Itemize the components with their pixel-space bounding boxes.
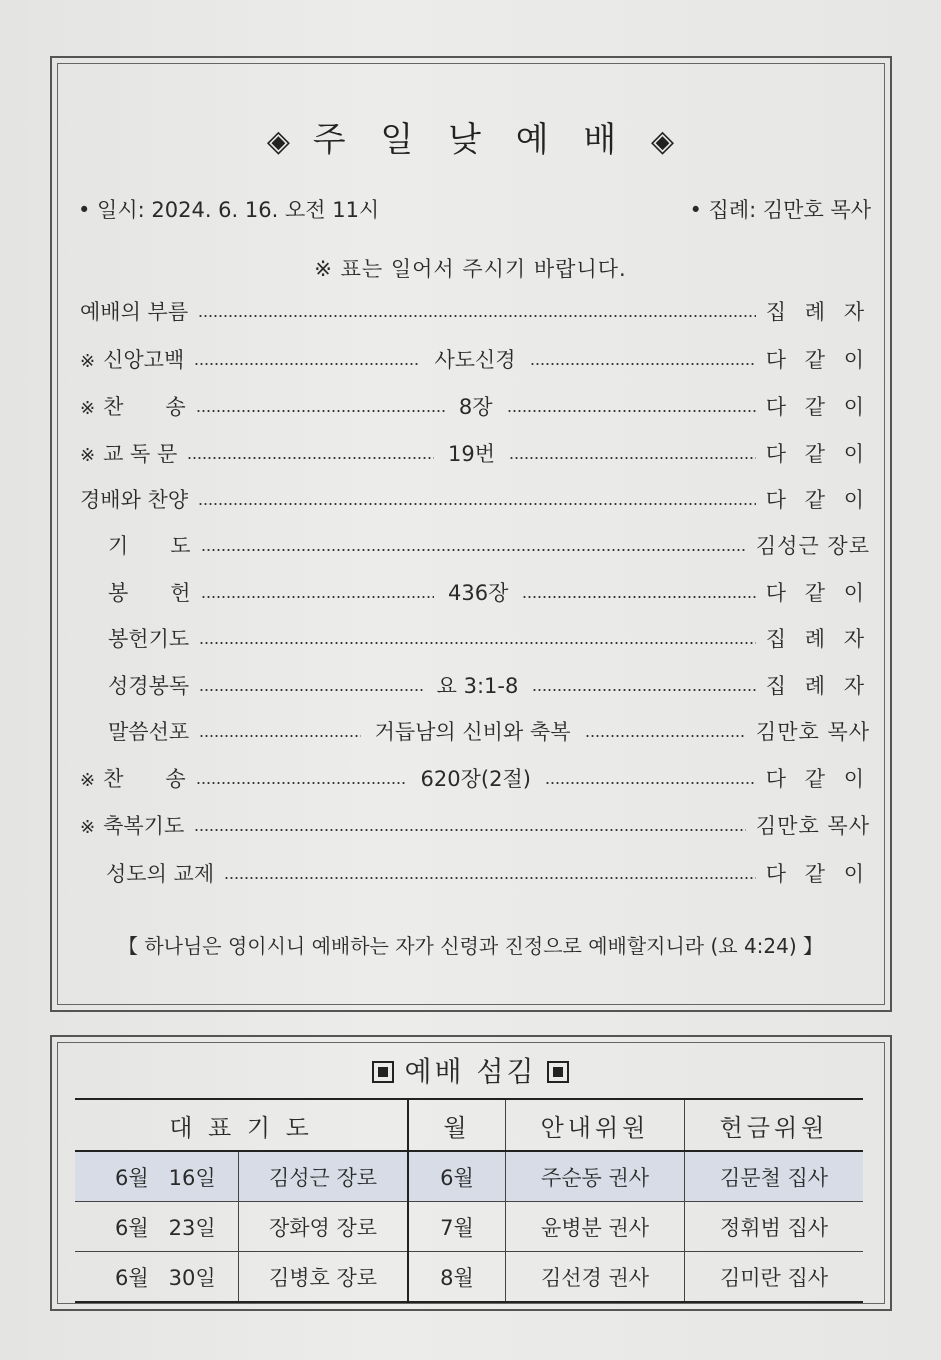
order-item [80, 810, 870, 840]
dot-leader [201, 549, 746, 551]
dot-leader [532, 689, 755, 691]
dot-leader [522, 596, 755, 598]
standing-mark-icon: ※ [80, 351, 96, 372]
diamond-icon: ◈ [266, 124, 290, 159]
order-item-label: 성도의 교제 [106, 862, 215, 886]
order-item-person: 다 같 이 [765, 581, 871, 605]
order-item [80, 484, 870, 514]
order-item-person: 집 례 자 [765, 674, 871, 698]
order-item [108, 670, 870, 700]
order-item-label: ※ 신앙고백 [80, 348, 185, 372]
dot-leader [198, 315, 756, 317]
prayer-date: 6월 16일 [75, 1151, 239, 1202]
order-item [108, 577, 870, 607]
order-item-person: 다 같 이 [765, 488, 870, 512]
prayer-date: 6월 30일 [75, 1252, 239, 1303]
order-item-person: 김만호 목사 [755, 720, 871, 744]
prayer-date: 6월 23일 [75, 1202, 239, 1252]
order-item-label: 기 도 [108, 534, 191, 558]
dot-leader [507, 410, 756, 412]
order-item [80, 391, 870, 421]
dot-leader [199, 689, 422, 691]
offering-steward: 김미란 집사 [685, 1252, 864, 1303]
order-item-person: 집 례 자 [765, 627, 870, 651]
order-item [80, 344, 870, 374]
header-offering: 헌금위원 [685, 1099, 864, 1151]
order-item-person: 집 례 자 [765, 300, 870, 324]
order-item-detail: 요 3:1-8 [436, 674, 519, 698]
order-item-detail: 436장 [448, 581, 509, 605]
order-item-detail: 19번 [448, 442, 496, 466]
square-bullet-icon [547, 1061, 569, 1083]
standing-mark-icon: ※ [80, 817, 96, 838]
dot-leader [194, 829, 746, 831]
header-prayer: 대 표 기 도 [75, 1099, 408, 1151]
prayer-leader: 김성근 장로 [239, 1151, 409, 1202]
diamond-icon: ◈ [651, 124, 675, 159]
dot-leader [199, 642, 756, 644]
order-item [108, 530, 870, 560]
square-bullet-icon [372, 1061, 394, 1083]
prayer-leader: 장화영 장로 [239, 1202, 409, 1252]
service-date: • 일시: 2024. 6. 16. 오전 11시 [78, 198, 380, 222]
dot-leader [585, 735, 746, 737]
order-item-label: 봉헌기도 [108, 627, 190, 651]
order-item-label: 예배의 부름 [80, 300, 189, 324]
standing-mark-icon: ※ [80, 770, 96, 791]
usher: 주순동 권사 [506, 1151, 685, 1202]
usher: 김선경 권사 [506, 1252, 685, 1303]
order-item-label: 성경봉독 [108, 674, 190, 698]
standing-mark-icon: ※ [80, 445, 96, 466]
order-item-person: 다 같 이 [765, 442, 871, 466]
order-item [80, 438, 870, 468]
table-header-row [75, 1099, 863, 1151]
offering-steward: 김문철 집사 [685, 1151, 864, 1202]
order-item [108, 716, 870, 746]
order-item-detail: 사도신경 [434, 348, 516, 372]
offering-steward: 정휘범 집사 [685, 1202, 864, 1252]
dot-leader [198, 503, 756, 505]
month: 6월 [408, 1151, 506, 1202]
standing-mark-icon: ※ [80, 398, 96, 419]
dot-leader [224, 877, 756, 879]
order-item [106, 858, 870, 888]
order-item-person: 김만호 목사 [755, 814, 870, 838]
order-item [80, 296, 870, 326]
servants-title: 예배 섬김 [0, 1050, 941, 1090]
order-item-detail: 620장(2절) [420, 767, 531, 791]
order-item-detail: 거듭남의 신비와 축복 [374, 720, 571, 744]
dot-leader [196, 410, 445, 412]
order-item-label: ※ 찬 송 [80, 395, 186, 419]
order-item-person: 다 같 이 [765, 767, 871, 791]
order-item-label: ※ 찬 송 [80, 767, 186, 791]
standing-notice: ※ 표는 일어서 주시기 바랍니다. [314, 257, 627, 281]
dot-leader [509, 457, 756, 459]
order-item [80, 763, 870, 793]
dot-leader [199, 735, 360, 737]
servants-table [75, 1098, 863, 1303]
order-item-label: ※ 축복기도 [80, 814, 185, 838]
order-item-label: 봉 헌 [108, 581, 191, 605]
page-title [0, 112, 941, 161]
dot-leader [201, 596, 434, 598]
dot-leader [530, 363, 756, 365]
order-item-person: 다 같 이 [765, 348, 870, 372]
table-row [75, 1252, 863, 1303]
order-item-label: 경배와 찬양 [80, 488, 189, 512]
month: 7월 [408, 1202, 506, 1252]
header-month: 월 [408, 1099, 506, 1151]
service-title: 주 일 낮 예 배 [312, 120, 629, 160]
header-usher: 안내위원 [506, 1099, 685, 1151]
service-leader: • 집례: 김만호 목사 [689, 198, 871, 222]
order-item [108, 623, 870, 653]
prayer-leader: 김병호 장로 [239, 1252, 409, 1303]
table-row [75, 1151, 863, 1202]
order-item-person: 다 같 이 [765, 862, 870, 886]
order-item-label: ※ 교 독 문 [80, 442, 178, 466]
dot-leader [196, 782, 407, 784]
dot-leader [187, 457, 434, 459]
month: 8월 [408, 1252, 506, 1303]
order-item-label: 말씀선포 [108, 720, 190, 744]
usher: 윤병분 권사 [506, 1202, 685, 1252]
order-item-detail: 8장 [458, 395, 493, 419]
order-item-person: 다 같 이 [765, 395, 871, 419]
dot-leader [545, 782, 756, 784]
table-row [75, 1202, 863, 1252]
scripture-verse: 【 하나님은 영이시니 예배하는 자가 신령과 진정으로 예배할지니라 (요 4:24) 】 [117, 934, 824, 958]
order-item-person: 김성근 장로 [755, 534, 870, 558]
dot-leader [194, 363, 420, 365]
